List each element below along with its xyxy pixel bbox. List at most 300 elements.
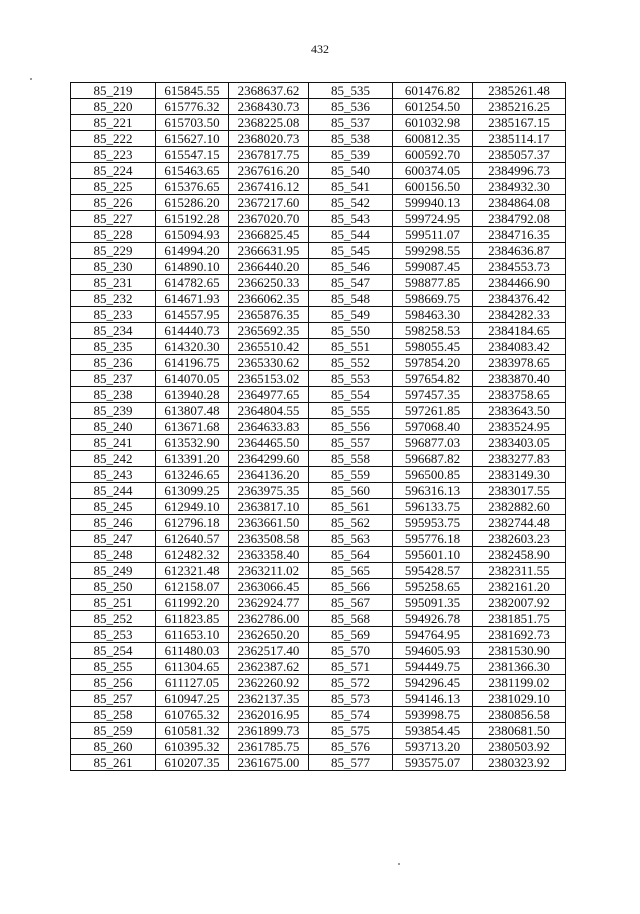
x-coordinate-cell: 599087.45	[393, 259, 473, 275]
table-row	[71, 547, 566, 563]
y-coordinate-cell: 2382744.48	[473, 515, 566, 531]
x-coordinate-cell: 614890.10	[156, 259, 229, 275]
table-row	[71, 99, 566, 115]
y-coordinate-cell: 2367416.12	[229, 179, 309, 195]
table-row	[71, 291, 566, 307]
x-coordinate-cell: 610947.25	[156, 691, 229, 707]
y-coordinate-cell: 2382311.55	[473, 563, 566, 579]
x-coordinate-cell: 599298.55	[393, 243, 473, 259]
y-coordinate-cell: 2383643.50	[473, 403, 566, 419]
x-coordinate-cell: 612482.32	[156, 547, 229, 563]
point-id-cell: 85_242	[71, 451, 156, 467]
x-coordinate-cell: 613246.65	[156, 467, 229, 483]
x-coordinate-cell: 610207.35	[156, 755, 229, 771]
coordinates-table	[70, 82, 566, 771]
point-id-cell: 85_244	[71, 483, 156, 499]
y-coordinate-cell: 2361675.00	[229, 755, 309, 771]
x-coordinate-cell: 610581.32	[156, 723, 229, 739]
y-coordinate-cell: 2385261.48	[473, 83, 566, 99]
point-id-cell: 85_238	[71, 387, 156, 403]
y-coordinate-cell: 2364136.20	[229, 467, 309, 483]
point-id-cell: 85_254	[71, 643, 156, 659]
x-coordinate-cell: 596877.03	[393, 435, 473, 451]
point-id-cell: 85_232	[71, 291, 156, 307]
x-coordinate-cell: 611823.85	[156, 611, 229, 627]
x-coordinate-cell: 600592.70	[393, 147, 473, 163]
y-coordinate-cell: 2365876.35	[229, 307, 309, 323]
x-coordinate-cell: 612158.07	[156, 579, 229, 595]
table-row	[71, 259, 566, 275]
point-id-cell: 85_571	[309, 659, 393, 675]
y-coordinate-cell: 2363358.40	[229, 547, 309, 563]
y-coordinate-cell: 2382882.60	[473, 499, 566, 515]
point-id-cell: 85_541	[309, 179, 393, 195]
x-coordinate-cell: 611992.20	[156, 595, 229, 611]
point-id-cell: 85_536	[309, 99, 393, 115]
point-id-cell: 85_537	[309, 115, 393, 131]
y-coordinate-cell: 2362650.20	[229, 627, 309, 643]
x-coordinate-cell: 599724.95	[393, 211, 473, 227]
y-coordinate-cell: 2367020.70	[229, 211, 309, 227]
table-row	[71, 659, 566, 675]
y-coordinate-cell: 2364465.50	[229, 435, 309, 451]
point-id-cell: 85_243	[71, 467, 156, 483]
point-id-cell: 85_567	[309, 595, 393, 611]
x-coordinate-cell: 613671.68	[156, 419, 229, 435]
table-row	[71, 691, 566, 707]
y-coordinate-cell: 2365510.42	[229, 339, 309, 355]
point-id-cell: 85_551	[309, 339, 393, 355]
y-coordinate-cell: 2366440.20	[229, 259, 309, 275]
point-id-cell: 85_258	[71, 707, 156, 723]
x-coordinate-cell: 615286.20	[156, 195, 229, 211]
point-id-cell: 85_237	[71, 371, 156, 387]
y-coordinate-cell: 2367616.20	[229, 163, 309, 179]
y-coordinate-cell: 2382603.23	[473, 531, 566, 547]
point-id-cell: 85_261	[71, 755, 156, 771]
y-coordinate-cell: 2382161.20	[473, 579, 566, 595]
scan-mark	[30, 78, 32, 80]
y-coordinate-cell: 2362517.40	[229, 643, 309, 659]
x-coordinate-cell: 610765.32	[156, 707, 229, 723]
y-coordinate-cell: 2384792.08	[473, 211, 566, 227]
point-id-cell: 85_253	[71, 627, 156, 643]
x-coordinate-cell: 596133.75	[393, 499, 473, 515]
x-coordinate-cell: 612640.57	[156, 531, 229, 547]
x-coordinate-cell: 597261.85	[393, 403, 473, 419]
x-coordinate-cell: 615703.50	[156, 115, 229, 131]
y-coordinate-cell: 2384636.87	[473, 243, 566, 259]
x-coordinate-cell: 614070.05	[156, 371, 229, 387]
x-coordinate-cell: 600156.50	[393, 179, 473, 195]
y-coordinate-cell: 2383758.65	[473, 387, 566, 403]
point-id-cell: 85_542	[309, 195, 393, 211]
x-coordinate-cell: 595428.57	[393, 563, 473, 579]
x-coordinate-cell: 614557.95	[156, 307, 229, 323]
point-id-cell: 85_252	[71, 611, 156, 627]
point-id-cell: 85_555	[309, 403, 393, 419]
point-id-cell: 85_256	[71, 675, 156, 691]
y-coordinate-cell: 2366825.45	[229, 227, 309, 243]
y-coordinate-cell: 2366631.95	[229, 243, 309, 259]
y-coordinate-cell: 2362260.92	[229, 675, 309, 691]
table-row	[71, 115, 566, 131]
y-coordinate-cell: 2364633.83	[229, 419, 309, 435]
point-id-cell: 85_247	[71, 531, 156, 547]
table-row	[71, 195, 566, 211]
x-coordinate-cell: 601254.50	[393, 99, 473, 115]
x-coordinate-cell: 612796.18	[156, 515, 229, 531]
y-coordinate-cell: 2367817.75	[229, 147, 309, 163]
x-coordinate-cell: 593998.75	[393, 707, 473, 723]
x-coordinate-cell: 594605.93	[393, 643, 473, 659]
table-row	[71, 131, 566, 147]
table-row	[71, 211, 566, 227]
point-id-cell: 85_230	[71, 259, 156, 275]
y-coordinate-cell: 2361785.75	[229, 739, 309, 755]
table-row	[71, 387, 566, 403]
table-row	[71, 499, 566, 515]
x-coordinate-cell: 613807.48	[156, 403, 229, 419]
y-coordinate-cell: 2363975.35	[229, 483, 309, 499]
point-id-cell: 85_245	[71, 499, 156, 515]
x-coordinate-cell: 613099.25	[156, 483, 229, 499]
y-coordinate-cell: 2380503.92	[473, 739, 566, 755]
x-coordinate-cell: 599940.13	[393, 195, 473, 211]
x-coordinate-cell: 614320.30	[156, 339, 229, 355]
y-coordinate-cell: 2381366.30	[473, 659, 566, 675]
table-row	[71, 355, 566, 371]
y-coordinate-cell: 2380856.58	[473, 707, 566, 723]
table-row	[71, 307, 566, 323]
table-row	[71, 483, 566, 499]
y-coordinate-cell: 2365330.62	[229, 355, 309, 371]
y-coordinate-cell: 2381530.90	[473, 643, 566, 659]
x-coordinate-cell: 595601.10	[393, 547, 473, 563]
point-id-cell: 85_560	[309, 483, 393, 499]
x-coordinate-cell: 601476.82	[393, 83, 473, 99]
x-coordinate-cell: 594146.13	[393, 691, 473, 707]
x-coordinate-cell: 600374.05	[393, 163, 473, 179]
point-id-cell: 85_538	[309, 131, 393, 147]
y-coordinate-cell: 2362137.35	[229, 691, 309, 707]
y-coordinate-cell: 2384282.33	[473, 307, 566, 323]
y-coordinate-cell: 2384996.73	[473, 163, 566, 179]
table-row	[71, 467, 566, 483]
table-row	[71, 419, 566, 435]
y-coordinate-cell: 2381199.02	[473, 675, 566, 691]
x-coordinate-cell: 601032.98	[393, 115, 473, 131]
y-coordinate-cell: 2367217.60	[229, 195, 309, 211]
table-row	[71, 739, 566, 755]
point-id-cell: 85_235	[71, 339, 156, 355]
x-coordinate-cell: 595091.35	[393, 595, 473, 611]
point-id-cell: 85_540	[309, 163, 393, 179]
x-coordinate-cell: 593854.45	[393, 723, 473, 739]
point-id-cell: 85_246	[71, 515, 156, 531]
x-coordinate-cell: 600812.35	[393, 131, 473, 147]
x-coordinate-cell: 615094.93	[156, 227, 229, 243]
y-coordinate-cell: 2365153.02	[229, 371, 309, 387]
point-id-cell: 85_561	[309, 499, 393, 515]
point-id-cell: 85_570	[309, 643, 393, 659]
y-coordinate-cell: 2380323.92	[473, 755, 566, 771]
point-id-cell: 85_241	[71, 435, 156, 451]
x-coordinate-cell: 594449.75	[393, 659, 473, 675]
point-id-cell: 85_225	[71, 179, 156, 195]
x-coordinate-cell: 615463.65	[156, 163, 229, 179]
y-coordinate-cell: 2384184.65	[473, 323, 566, 339]
table-row	[71, 163, 566, 179]
point-id-cell: 85_257	[71, 691, 156, 707]
table-row	[71, 675, 566, 691]
y-coordinate-cell: 2384376.42	[473, 291, 566, 307]
y-coordinate-cell: 2361899.73	[229, 723, 309, 739]
point-id-cell: 85_236	[71, 355, 156, 371]
table-row	[71, 339, 566, 355]
point-id-cell: 85_227	[71, 211, 156, 227]
y-coordinate-cell: 2383524.95	[473, 419, 566, 435]
scan-mark	[398, 863, 400, 865]
x-coordinate-cell: 595776.18	[393, 531, 473, 547]
point-id-cell: 85_539	[309, 147, 393, 163]
x-coordinate-cell: 597068.40	[393, 419, 473, 435]
point-id-cell: 85_223	[71, 147, 156, 163]
y-coordinate-cell: 2384716.35	[473, 227, 566, 243]
y-coordinate-cell: 2385114.17	[473, 131, 566, 147]
table-row	[71, 451, 566, 467]
point-id-cell: 85_562	[309, 515, 393, 531]
point-id-cell: 85_233	[71, 307, 156, 323]
table-row	[71, 627, 566, 643]
y-coordinate-cell: 2381029.10	[473, 691, 566, 707]
point-id-cell: 85_249	[71, 563, 156, 579]
point-id-cell: 85_221	[71, 115, 156, 131]
x-coordinate-cell: 614196.75	[156, 355, 229, 371]
point-id-cell: 85_546	[309, 259, 393, 275]
x-coordinate-cell: 615776.32	[156, 99, 229, 115]
x-coordinate-cell: 611304.65	[156, 659, 229, 675]
point-id-cell: 85_535	[309, 83, 393, 99]
point-id-cell: 85_228	[71, 227, 156, 243]
point-id-cell: 85_545	[309, 243, 393, 259]
y-coordinate-cell: 2381851.75	[473, 611, 566, 627]
point-id-cell: 85_250	[71, 579, 156, 595]
y-coordinate-cell: 2383978.65	[473, 355, 566, 371]
point-id-cell: 85_260	[71, 739, 156, 755]
y-coordinate-cell: 2368020.73	[229, 131, 309, 147]
point-id-cell: 85_259	[71, 723, 156, 739]
x-coordinate-cell: 613532.90	[156, 435, 229, 451]
y-coordinate-cell: 2383403.05	[473, 435, 566, 451]
y-coordinate-cell: 2385216.25	[473, 99, 566, 115]
y-coordinate-cell: 2380681.50	[473, 723, 566, 739]
point-id-cell: 85_554	[309, 387, 393, 403]
x-coordinate-cell: 611127.05	[156, 675, 229, 691]
y-coordinate-cell: 2366250.33	[229, 275, 309, 291]
x-coordinate-cell: 612949.10	[156, 499, 229, 515]
point-id-cell: 85_234	[71, 323, 156, 339]
y-coordinate-cell: 2382007.92	[473, 595, 566, 611]
y-coordinate-cell: 2363661.50	[229, 515, 309, 531]
table-row	[71, 723, 566, 739]
y-coordinate-cell: 2365692.35	[229, 323, 309, 339]
table-row	[71, 403, 566, 419]
page-number: 432	[311, 42, 329, 56]
x-coordinate-cell: 598055.45	[393, 339, 473, 355]
y-coordinate-cell: 2384864.08	[473, 195, 566, 211]
point-id-cell: 85_577	[309, 755, 393, 771]
y-coordinate-cell: 2362016.95	[229, 707, 309, 723]
y-coordinate-cell: 2362786.00	[229, 611, 309, 627]
point-id-cell: 85_251	[71, 595, 156, 611]
y-coordinate-cell: 2385057.37	[473, 147, 566, 163]
table-row	[71, 595, 566, 611]
x-coordinate-cell: 597457.35	[393, 387, 473, 403]
x-coordinate-cell: 614782.65	[156, 275, 229, 291]
table-row	[71, 643, 566, 659]
x-coordinate-cell: 615547.15	[156, 147, 229, 163]
table-row	[71, 515, 566, 531]
y-coordinate-cell: 2383149.30	[473, 467, 566, 483]
point-id-cell: 85_574	[309, 707, 393, 723]
point-id-cell: 85_255	[71, 659, 156, 675]
x-coordinate-cell: 614994.20	[156, 243, 229, 259]
point-id-cell: 85_557	[309, 435, 393, 451]
table-row	[71, 531, 566, 547]
x-coordinate-cell: 597854.20	[393, 355, 473, 371]
x-coordinate-cell: 611480.03	[156, 643, 229, 659]
x-coordinate-cell: 598463.30	[393, 307, 473, 323]
point-id-cell: 85_548	[309, 291, 393, 307]
x-coordinate-cell: 613391.20	[156, 451, 229, 467]
y-coordinate-cell: 2366062.35	[229, 291, 309, 307]
table-row	[71, 323, 566, 339]
table-row	[71, 179, 566, 195]
y-coordinate-cell: 2364977.65	[229, 387, 309, 403]
table-row	[71, 371, 566, 387]
point-id-cell: 85_544	[309, 227, 393, 243]
point-id-cell: 85_565	[309, 563, 393, 579]
y-coordinate-cell: 2384083.42	[473, 339, 566, 355]
table-row	[71, 707, 566, 723]
point-id-cell: 85_224	[71, 163, 156, 179]
x-coordinate-cell: 594926.78	[393, 611, 473, 627]
point-id-cell: 85_558	[309, 451, 393, 467]
point-id-cell: 85_552	[309, 355, 393, 371]
y-coordinate-cell: 2381692.73	[473, 627, 566, 643]
table-row	[71, 147, 566, 163]
point-id-cell: 85_229	[71, 243, 156, 259]
x-coordinate-cell: 614671.93	[156, 291, 229, 307]
point-id-cell: 85_550	[309, 323, 393, 339]
point-id-cell: 85_575	[309, 723, 393, 739]
y-coordinate-cell: 2364299.60	[229, 451, 309, 467]
point-id-cell: 85_553	[309, 371, 393, 387]
point-id-cell: 85_547	[309, 275, 393, 291]
x-coordinate-cell: 594296.45	[393, 675, 473, 691]
x-coordinate-cell: 598669.75	[393, 291, 473, 307]
x-coordinate-cell: 594764.95	[393, 627, 473, 643]
x-coordinate-cell: 596687.82	[393, 451, 473, 467]
x-coordinate-cell: 598877.85	[393, 275, 473, 291]
y-coordinate-cell: 2363211.02	[229, 563, 309, 579]
table-row	[71, 611, 566, 627]
y-coordinate-cell: 2383277.83	[473, 451, 566, 467]
point-id-cell: 85_226	[71, 195, 156, 211]
x-coordinate-cell: 595258.65	[393, 579, 473, 595]
point-id-cell: 85_239	[71, 403, 156, 419]
point-id-cell: 85_231	[71, 275, 156, 291]
y-coordinate-cell: 2368430.73	[229, 99, 309, 115]
x-coordinate-cell: 615192.28	[156, 211, 229, 227]
table-row	[71, 243, 566, 259]
y-coordinate-cell: 2383017.55	[473, 483, 566, 499]
point-id-cell: 85_240	[71, 419, 156, 435]
x-coordinate-cell: 597654.82	[393, 371, 473, 387]
point-id-cell: 85_219	[71, 83, 156, 99]
y-coordinate-cell: 2384932.30	[473, 179, 566, 195]
y-coordinate-cell: 2383870.40	[473, 371, 566, 387]
x-coordinate-cell: 593713.20	[393, 739, 473, 755]
point-id-cell: 85_566	[309, 579, 393, 595]
table-row	[71, 755, 566, 771]
point-id-cell: 85_564	[309, 547, 393, 563]
y-coordinate-cell: 2385167.15	[473, 115, 566, 131]
x-coordinate-cell: 595953.75	[393, 515, 473, 531]
point-id-cell: 85_576	[309, 739, 393, 755]
point-id-cell: 85_573	[309, 691, 393, 707]
point-id-cell: 85_568	[309, 611, 393, 627]
y-coordinate-cell: 2363817.10	[229, 499, 309, 515]
x-coordinate-cell: 613940.28	[156, 387, 229, 403]
x-coordinate-cell: 610395.32	[156, 739, 229, 755]
point-id-cell: 85_222	[71, 131, 156, 147]
x-coordinate-cell: 596316.13	[393, 483, 473, 499]
y-coordinate-cell: 2362387.62	[229, 659, 309, 675]
x-coordinate-cell: 599511.07	[393, 227, 473, 243]
point-id-cell: 85_248	[71, 547, 156, 563]
y-coordinate-cell: 2363508.58	[229, 531, 309, 547]
table-row	[71, 83, 566, 99]
x-coordinate-cell: 596500.85	[393, 467, 473, 483]
coordinates-table-body	[71, 83, 566, 771]
y-coordinate-cell: 2364804.55	[229, 403, 309, 419]
x-coordinate-cell: 593575.07	[393, 755, 473, 771]
x-coordinate-cell: 598258.53	[393, 323, 473, 339]
table-row	[71, 435, 566, 451]
point-id-cell: 85_556	[309, 419, 393, 435]
point-id-cell: 85_563	[309, 531, 393, 547]
table-row	[71, 227, 566, 243]
x-coordinate-cell: 614440.73	[156, 323, 229, 339]
x-coordinate-cell: 615845.55	[156, 83, 229, 99]
table-row	[71, 563, 566, 579]
point-id-cell: 85_572	[309, 675, 393, 691]
y-coordinate-cell: 2368225.08	[229, 115, 309, 131]
y-coordinate-cell: 2368637.62	[229, 83, 309, 99]
y-coordinate-cell: 2363066.45	[229, 579, 309, 595]
table-row	[71, 275, 566, 291]
x-coordinate-cell: 612321.48	[156, 563, 229, 579]
point-id-cell: 85_559	[309, 467, 393, 483]
x-coordinate-cell: 611653.10	[156, 627, 229, 643]
y-coordinate-cell: 2362924.77	[229, 595, 309, 611]
point-id-cell: 85_220	[71, 99, 156, 115]
x-coordinate-cell: 615627.10	[156, 131, 229, 147]
point-id-cell: 85_543	[309, 211, 393, 227]
table-row	[71, 579, 566, 595]
